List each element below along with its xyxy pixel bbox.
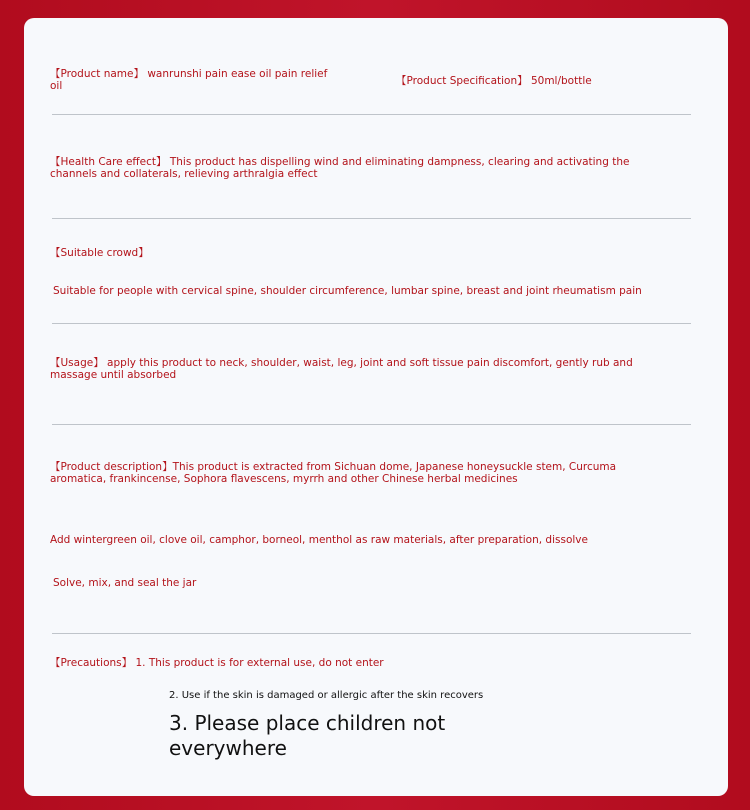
- product-name-text: 【Product name】 wanrunshi pain ease oil pain relief oil: [50, 68, 328, 92]
- health-care-effect-text: 【Health Care effect】 This product has dispelling wind and eliminating dampness, clearing and activating the channels and collaterals, relieving arthralgia effect: [50, 156, 630, 180]
- divider-2: [52, 218, 691, 219]
- divider-4: [52, 424, 691, 425]
- suitable-crowd-label: 【Suitable crowd】: [50, 247, 149, 259]
- precautions-text: 【Precautions】 1. This product is for external use, do not enter: [50, 657, 384, 669]
- precautions-item-2: 2. Use if the skin is damaged or allergic after the skin recovers: [169, 690, 484, 701]
- product-description-text: 【Product description】This product is extracted from Sichuan dome, Japanese honeysuckle stem, Curcuma aromatica, frankincense, Sophora flavescens, myrrh and other Chinese herbal medicines: [50, 461, 617, 485]
- usage-text: 【Usage】 apply this product to neck, shoulder, waist, leg, joint and soft tissue pain discomfort, gently rub and massage until absorbed: [50, 357, 633, 381]
- product-info-card: [24, 18, 728, 796]
- precautions-item-3: 3. Please place children not everywhere: [169, 711, 446, 760]
- description-line-3: Solve, mix, and seal the jar: [53, 577, 197, 589]
- suitable-crowd-text: Suitable for people with cervical spine, shoulder circumference, lumbar spine, breast and joint rheumatism pain: [53, 285, 642, 297]
- description-line-2: Add wintergreen oil, clove oil, camphor, borneol, menthol as raw materials, after preparation, dissolve: [50, 534, 588, 546]
- divider-5: [52, 633, 691, 634]
- divider-1: [52, 114, 691, 115]
- divider-3: [52, 323, 691, 324]
- product-spec-text: 【Product Specification】 50ml/bottle: [396, 75, 592, 87]
